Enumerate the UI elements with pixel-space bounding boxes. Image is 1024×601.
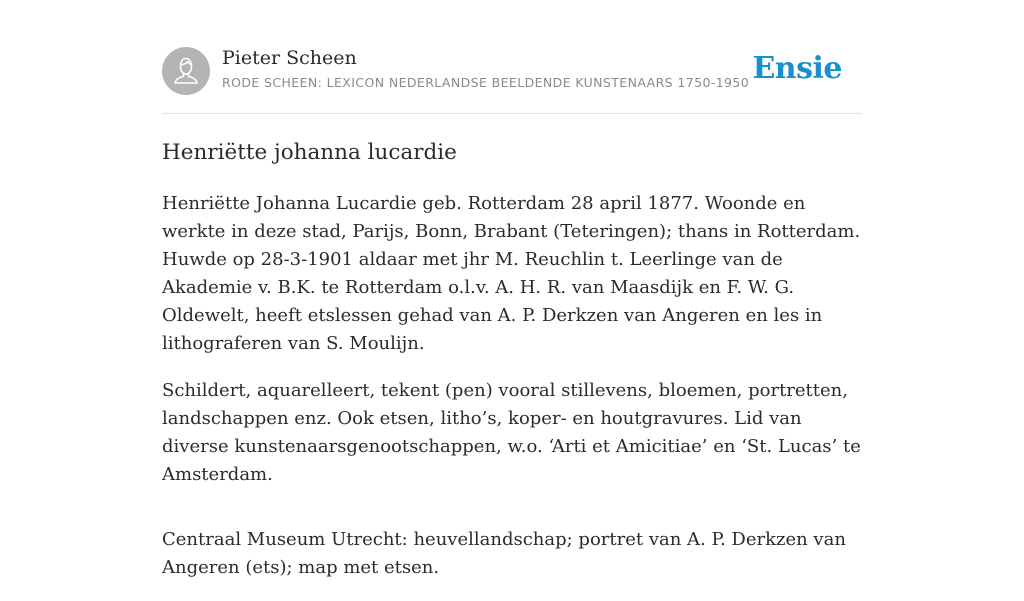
user-icon bbox=[162, 47, 210, 95]
page-title: Henriëtte johanna lucardie bbox=[162, 140, 457, 165]
header-divider bbox=[162, 113, 862, 114]
article-paragraph: Centraal Museum Utrecht: heuvellandschap; portret van A. P. Derkzen van Angeren (ets); map met etsen. bbox=[162, 529, 846, 578]
article-paragraph: Schildert, aquarelleert, tekent (pen) vooral stillevens, bloemen, portretten, landschappen enz. Ook etsen, litho’s, koper- en houtgravures. Lid van diverse kunstenaarsgenootschappen, w.o. ‘Arti et Amicitiae’ en ‘St. Lucas’ te Amsterdam. bbox=[162, 380, 861, 485]
source-title: RODE SCHEEN: LEXICON NEDERLANDSE BEELDENDE KUNSTENAARS 1750-1950 bbox=[222, 75, 750, 90]
article-body bbox=[162, 190, 866, 601]
article-page bbox=[162, 0, 862, 578]
author-avatar[interactable] bbox=[162, 47, 210, 95]
ensie-logo[interactable]: Ensie bbox=[752, 51, 842, 86]
author-header bbox=[162, 47, 862, 97]
author-name[interactable]: Pieter Scheen bbox=[222, 47, 357, 69]
article-paragraph: Henriëtte Johanna Lucardie geb. Rotterdam 28 april 1877. Woonde en werkte in deze stad, Parijs, Bonn, Brabant (Teteringen); thans in Rotterdam. Huwde op 28-3-1901 aldaar met jhr M. Reuchlin t. Leerlinge van de Akademie v. B.K. te Rotterdam o.l.v. A. H. R. van Maasdijk en F. W. G. Oldewelt, heeft etslessen gehad van A. P. Derkzen van Angeren en les in lithograferen van S. Moulijn. bbox=[162, 193, 861, 354]
